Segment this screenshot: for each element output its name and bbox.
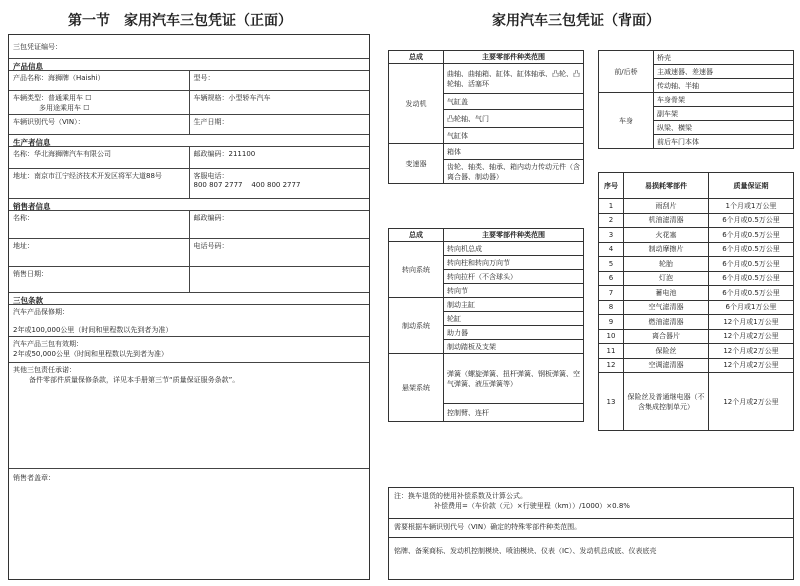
list-item: 轮缸 [444,312,584,326]
maker-row-2 [9,169,369,199]
row-period: 6个月或0.5万公里 [709,271,794,286]
group-brake: 制动系统 [389,298,444,354]
row-period: 6个月或0.5万公里 [709,242,794,257]
hotline: 客服电话： 800 807 2777 400 800 2777 [193,172,301,189]
product-row-1 [9,71,369,91]
row-part: 机油滤清器 [624,213,709,228]
note-compensation: 注：换车退货的使用补偿系数及计算公式。 补偿费用=（车价款（元）×行驶里程（km））/1000）×0.8% [389,488,793,519]
row-period: 6个月或0.5万公里 [709,213,794,228]
group-engine: 发动机 [389,64,444,144]
table-row [599,242,794,257]
table-row [599,358,794,373]
front-form [8,34,370,580]
table-row [599,344,794,359]
table-row [599,329,794,344]
row-period: 12个月或2万公里 [709,373,794,431]
maker-name: 名称：华北海狮牌汽车有限公司 [9,147,190,168]
row-index: 11 [599,344,624,359]
note-special-parts: 铭牌、备案商标、发动机控制模块、喷油模块、仪表（IC）、发动机总成底、仪表底壳 [394,547,657,555]
vehicle-spec: 车辆规格：小型轿车汽车 [193,94,271,102]
col-assembly: 总成 [389,229,444,242]
product-row-2 [9,91,369,115]
table-row [599,257,794,272]
row-index: 7 [599,286,624,301]
row-index: 12 [599,358,624,373]
list-item: 控制臂、连杆 [444,404,584,422]
group-transmission: 变速器 [389,144,444,184]
table-row [599,199,794,214]
list-item: 凸轮轴、气门 [444,110,584,128]
col-part: 易损耗零部件 [624,173,709,199]
row-period: 6个月或0.5万公里 [709,257,794,272]
list-item: 主减速器、差速器 [654,65,794,79]
row-period: 12个月或2万公里 [709,358,794,373]
list-item: 车身骨架 [654,93,794,107]
row-part: 雨刮片 [624,199,709,214]
product-name: 产品名称：海狮牌（Haishi） [9,71,190,90]
address: 地址：南京市江宁经济技术开发区将军大道88号 [9,169,190,198]
group-body: 车身 [599,93,654,149]
vehicle-type: 车辆类型：普通乘用车 ☐ 多用途乘用车 ☐ [9,91,190,114]
row-part: 火花塞 [624,228,709,243]
table-row [599,228,794,243]
row-index: 9 [599,315,624,330]
list-item: 桥壳 [654,51,794,65]
row-period: 12个月或2万公里 [709,329,794,344]
row-index: 2 [599,213,624,228]
list-item: 前后车门本体 [654,135,794,149]
seller-row-1 [9,211,369,239]
row-part: 轮胎 [624,257,709,272]
seller-phone: 电话号码： [193,242,229,250]
seller-section-header: 销售者信息 [9,199,369,211]
seller-row-3 [9,267,369,293]
row-index: 8 [599,300,624,315]
list-item: 转向机总成 [444,242,584,256]
checkbox-icon: ☐ [83,104,90,112]
table-row [599,300,794,315]
model: 型号： [193,74,215,82]
row-part: 保险丝 [624,344,709,359]
cert-no-label: 三包凭证编号： [13,43,62,51]
cert-no-row [9,35,369,59]
list-item: 转向拉杆（不含球头） [444,270,584,284]
group-steering: 转向系统 [389,242,444,298]
row-index: 4 [599,242,624,257]
row-part: 空气滤清器 [624,300,709,315]
front-title: 第一节 家用汽车三包凭证（正面） [68,13,292,29]
group-suspension: 悬架系统 [389,354,444,422]
maker-section-header: 生产者信息 [9,135,369,147]
wear-parts-body [599,199,794,431]
list-item: 气缸盖 [444,94,584,110]
row-period: 6个月或1万公里 [709,300,794,315]
sale-date: 销售日期： [9,267,190,292]
list-item: 传动轴、半轴 [654,79,794,93]
row-index: 10 [599,329,624,344]
three-pack-section-header: 三包条款 [9,293,369,305]
col-assembly: 总成 [389,51,444,64]
row-period: 1个月或1万公里 [709,199,794,214]
list-item: 制动踏板及支架 [444,340,584,354]
row-part: 保险丝及普通继电器（不含集成控制单元） [624,373,709,431]
row-index: 13 [599,373,624,431]
row-period: 12个月或2万公里 [709,344,794,359]
row-period: 6个月或0.5万公里 [709,228,794,243]
vin: 车辆识别代号（VIN）： [9,115,190,134]
list-item: 箱体 [444,144,584,160]
row-index: 3 [599,228,624,243]
table-row [599,213,794,228]
table-axle-body [598,50,794,149]
group-axle: 前/后桥 [599,51,654,93]
note-vin: 需要根据车辆识别代号（VIN）确定的特殊零部件种类范围。 [389,519,793,538]
product-row-3 [9,115,369,135]
table-row [599,286,794,301]
three-pack-row: 汽车产品三包有效期： 2年或50,000公里（时间和里程数以先到者为准） [9,337,369,363]
row-part: 灯泡 [624,271,709,286]
table-row [599,373,794,431]
table-chassis [388,228,584,422]
list-item: 气缸体 [444,128,584,144]
table-row [599,315,794,330]
seller-row-2 [9,239,369,267]
production-date: 生产日期： [193,118,229,126]
col-parts: 主要零部件种类范围 [444,51,584,64]
checkbox-icon: ☐ [85,94,92,102]
product-section-header: 产品信息 [9,59,369,71]
list-item: 副车架 [654,107,794,121]
list-item: 齿轮、轴类、轴承、箱内动力传动元件（含离合器、制动器） [444,160,584,184]
list-item: 制动主缸 [444,298,584,312]
seller-postcode: 邮政编码： [193,214,229,222]
list-item: 弹簧（螺旋弹簧、扭杆弹簧、钢板弹簧、空气弹簧、液压弹簧等） [444,354,584,404]
row-index: 1 [599,199,624,214]
maker-row-1 [9,147,369,169]
stamp-row: 销售者盖章： [13,474,55,482]
row-part: 蓄电池 [624,286,709,301]
warranty-row: 汽车产品保修期： 2年或100,000公里（时间和里程数以先到者为准） [9,305,369,337]
row-part: 离合器片 [624,329,709,344]
col-period: 质量保证期 [709,173,794,199]
table-row [599,271,794,286]
row-part: 空调滤清器 [624,358,709,373]
list-item: 曲轴、曲轴箱、缸体、缸体轴承、凸轮、凸轮轴、活塞环 [444,64,584,94]
row-part: 制动摩擦片 [624,242,709,257]
row-part: 燃油滤清器 [624,315,709,330]
list-item: 助力器 [444,326,584,340]
table-wear-parts [598,172,794,431]
row-index: 5 [599,257,624,272]
list-item: 纵梁、横梁 [654,121,794,135]
other-row: 其他三包责任承诺： 备件零部件质量保修条款，详见本手册第三节“质量保证服务条款”。 [9,363,369,469]
list-item: 转向节 [444,284,584,298]
table-engine-transmission [388,50,584,184]
back-title: 家用汽车三包凭证（背面） [492,13,660,29]
postcode: 邮政编码：211100 [193,150,256,158]
row-period: 12个月或1万公里 [709,315,794,330]
row-period: 6个月或0.5万公里 [709,286,794,301]
col-index: 序号 [599,173,624,199]
seller-address: 地址： [9,239,190,266]
col-parts: 主要零部件种类范围 [444,229,584,242]
row-index: 6 [599,271,624,286]
seller-name: 名称： [9,211,190,238]
notes-box [388,487,794,580]
list-item: 转向柱和转向万向节 [444,256,584,270]
